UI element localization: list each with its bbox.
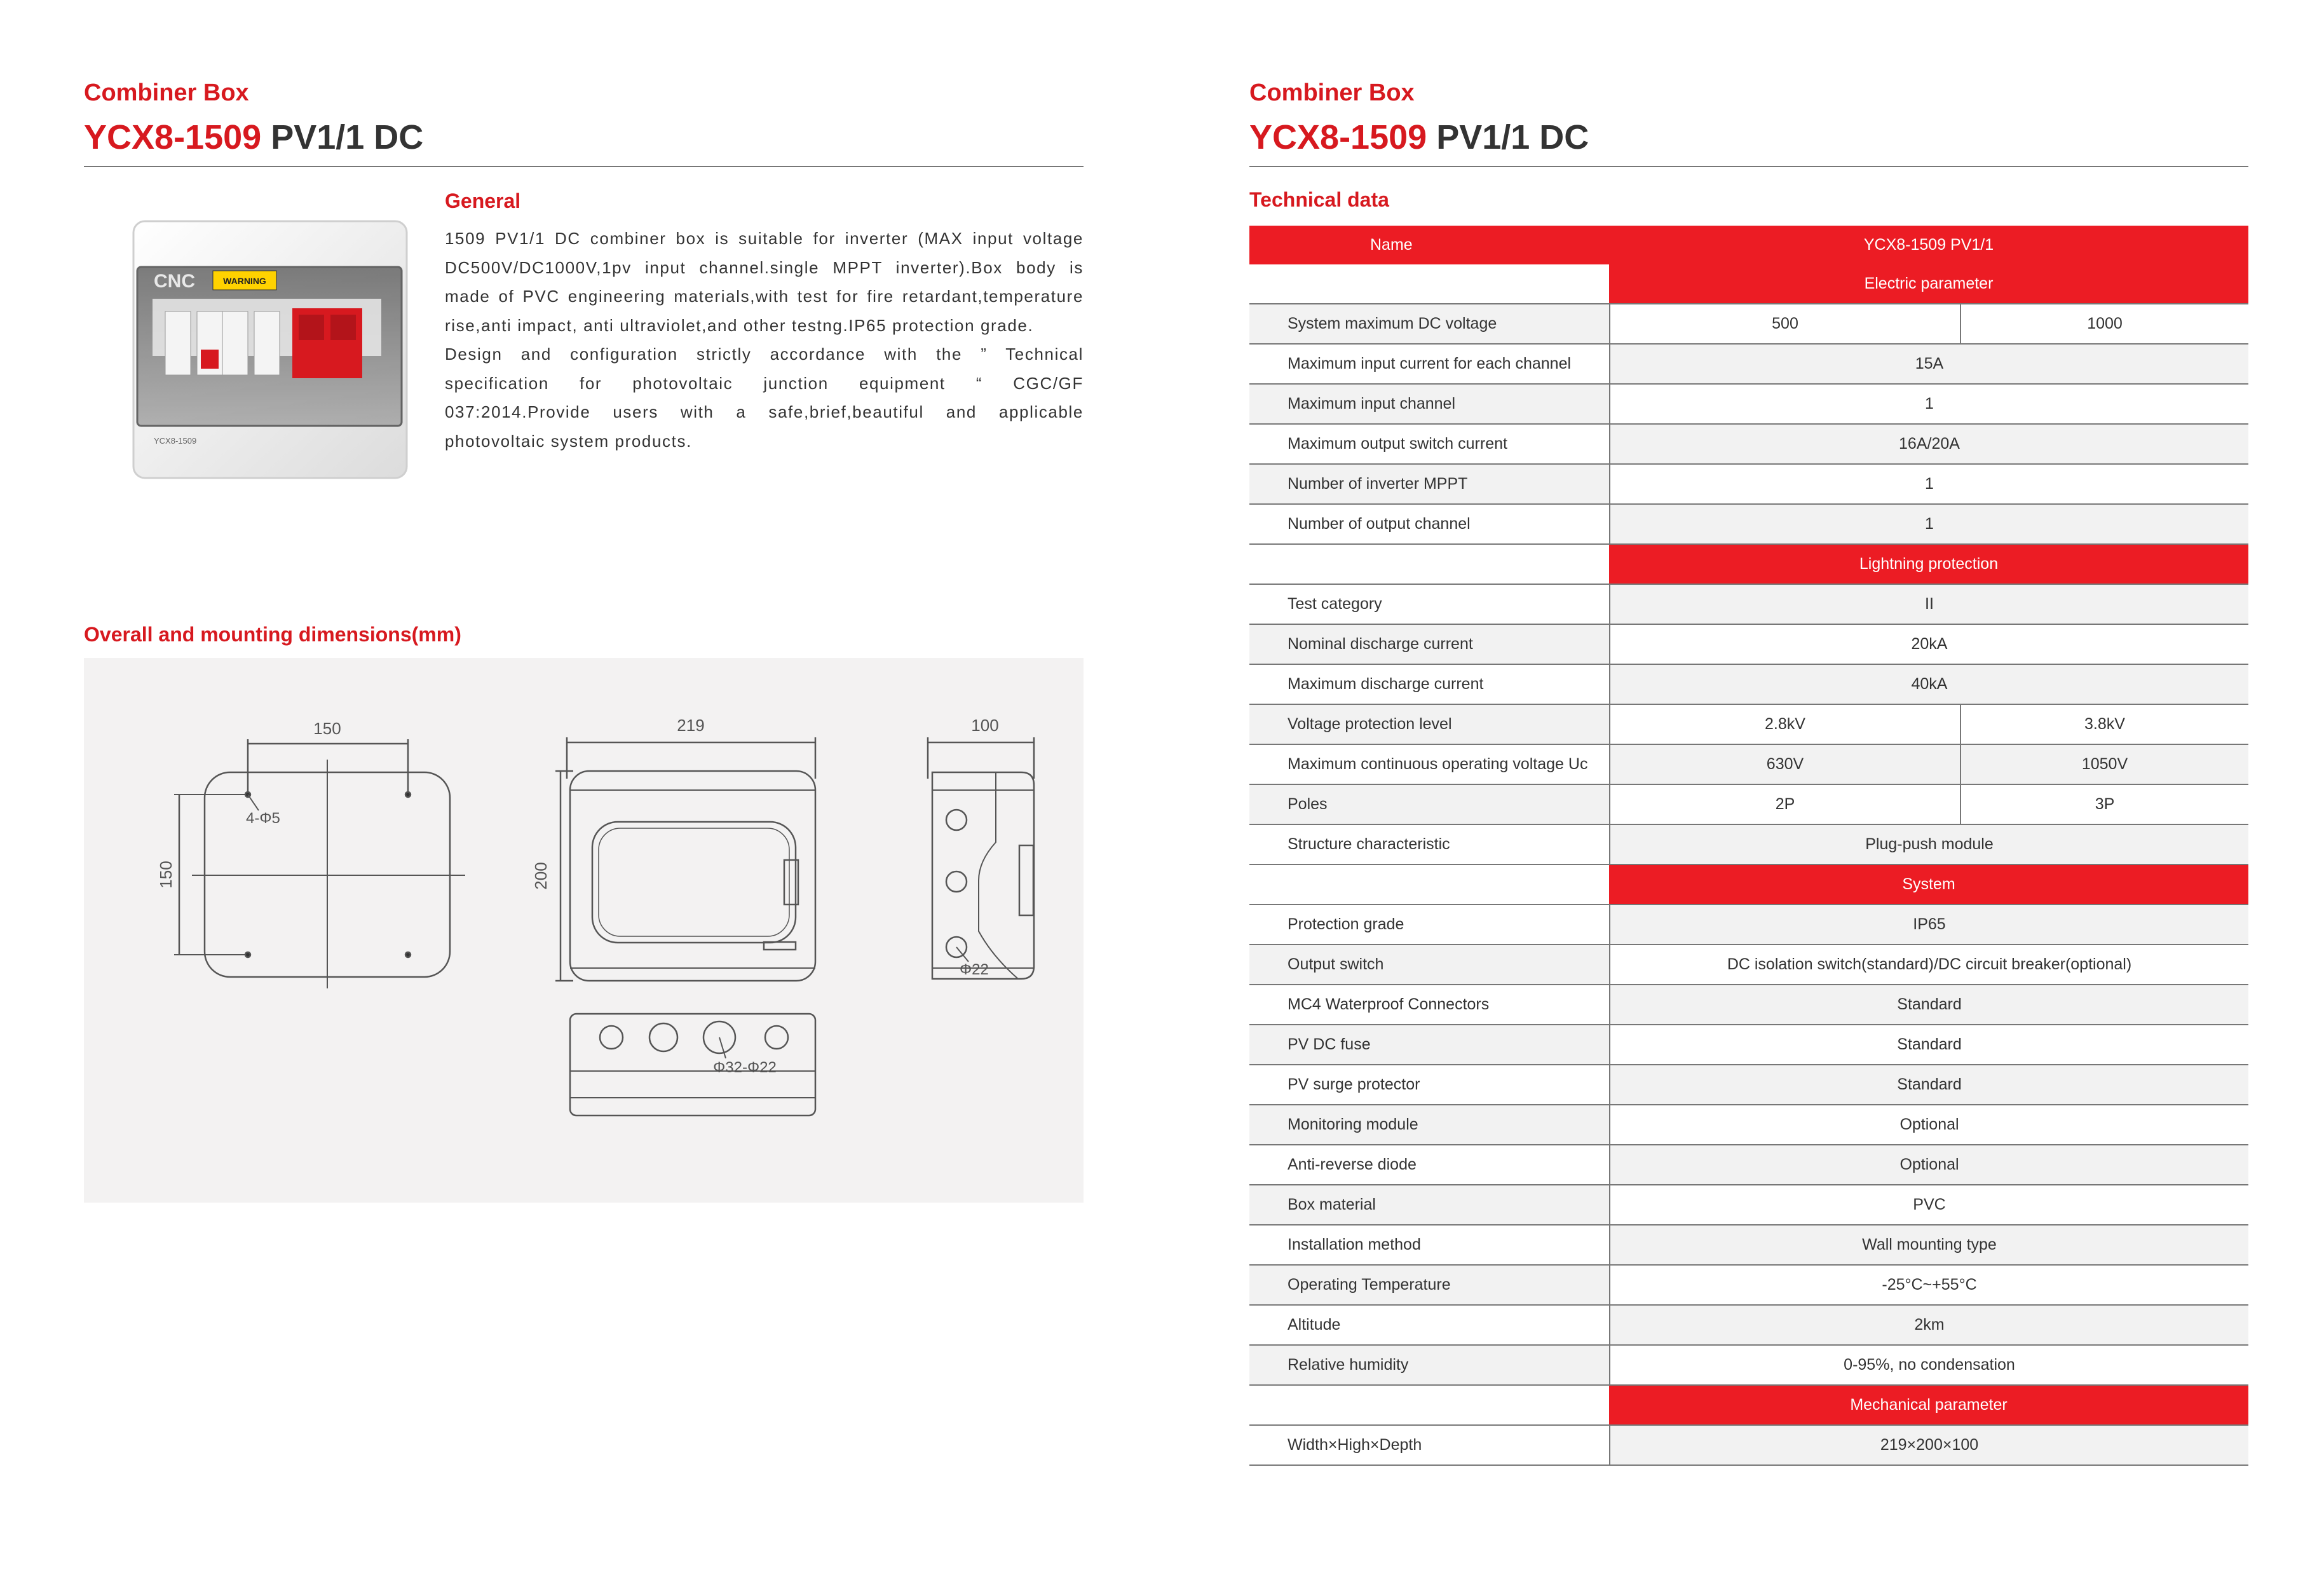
holes-label: 4-Φ5 bbox=[246, 810, 280, 827]
bottom-holes-label: Φ32-Φ22 bbox=[713, 1059, 777, 1076]
param-name: Operating Temperature bbox=[1249, 1266, 1609, 1304]
param-value: II bbox=[1609, 585, 2248, 624]
param-name: Box material bbox=[1249, 1185, 1609, 1224]
param-value: 1 bbox=[1609, 505, 2248, 543]
table-row bbox=[1249, 465, 2248, 505]
table-header-row bbox=[1249, 226, 2248, 264]
param-name: Anti-reverse diode bbox=[1249, 1145, 1609, 1184]
param-value: Standard bbox=[1609, 1025, 2248, 1064]
section-row-electric bbox=[1249, 264, 2248, 304]
model-suffix: PV1/1 DC bbox=[1436, 118, 1589, 156]
param-value: 630V bbox=[1609, 745, 1960, 784]
table-row bbox=[1249, 1266, 2248, 1306]
table-row bbox=[1249, 425, 2248, 465]
param-value: Optional bbox=[1609, 1145, 2248, 1184]
table-row bbox=[1249, 1065, 2248, 1105]
table-row bbox=[1249, 385, 2248, 425]
table-row bbox=[1249, 625, 2248, 665]
table-row bbox=[1249, 665, 2248, 705]
param-name: System maximum DC voltage bbox=[1249, 304, 1609, 343]
param-name: PV surge protector bbox=[1249, 1065, 1609, 1104]
bottom-view bbox=[570, 1014, 815, 1116]
param-name: MC4 Waterproof Connectors bbox=[1249, 985, 1609, 1024]
param-name: Altitude bbox=[1249, 1306, 1609, 1344]
product-image bbox=[127, 216, 413, 483]
table-row bbox=[1249, 945, 2248, 985]
section-row-system bbox=[1249, 865, 2248, 905]
table-row bbox=[1249, 1025, 2248, 1065]
param-value: 1 bbox=[1609, 385, 2248, 423]
box-width-label: 219 bbox=[677, 716, 705, 735]
param-value: Wall mounting type bbox=[1609, 1225, 2248, 1264]
header-model-cell: YCX8-1509 PV1/1 bbox=[1609, 226, 2248, 264]
section-title: Lightning protection bbox=[1609, 545, 2248, 584]
param-value: 219×200×100 bbox=[1609, 1426, 2248, 1464]
param-value: -25°C~+55°C bbox=[1609, 1266, 2248, 1304]
section-row-lightning bbox=[1249, 545, 2248, 585]
table-row bbox=[1249, 825, 2248, 865]
side-hole-label: Φ22 bbox=[960, 961, 989, 978]
param-name: Maximum discharge current bbox=[1249, 665, 1609, 704]
mounting-view bbox=[156, 719, 465, 988]
param-value: DC isolation switch(standard)/DC circuit breaker(optional) bbox=[1609, 945, 2248, 984]
param-value: 2km bbox=[1609, 1306, 2248, 1344]
table-row bbox=[1249, 1225, 2248, 1266]
table-row bbox=[1249, 705, 2248, 745]
param-value: 3.8kV bbox=[1960, 705, 2248, 744]
table-row bbox=[1249, 345, 2248, 385]
model-suffix: PV1/1 DC bbox=[271, 118, 424, 156]
model-code: YCX8-1509 bbox=[1249, 118, 1427, 156]
front-width-label: 150 bbox=[313, 719, 341, 738]
param-name: Nominal discharge current bbox=[1249, 625, 1609, 664]
param-value: Standard bbox=[1609, 1065, 2248, 1104]
param-value: 3P bbox=[1960, 785, 2248, 824]
general-paragraph-1: 1509 PV1/1 DC combiner box is suitable for inverter (MAX input voltage DC500V/DC1000V,1pv input channel.single MPPT inverter).Box body is made of PVC engineering materials,with test for fire retardant,temperature rise,anti impact, anti ultraviolet,and other testng.IP65 protection grade. bbox=[445, 229, 1084, 335]
table-row bbox=[1249, 1145, 2248, 1185]
param-value: 20kA bbox=[1609, 625, 2248, 664]
technical-data-table bbox=[1249, 226, 2248, 1466]
param-value: 0-95%, no condensation bbox=[1609, 1346, 2248, 1384]
param-value: PVC bbox=[1609, 1185, 2248, 1224]
param-name: Relative humidity bbox=[1249, 1346, 1609, 1384]
front-height-label: 150 bbox=[156, 861, 175, 889]
table-row bbox=[1249, 1185, 2248, 1225]
param-value: 1 bbox=[1609, 465, 2248, 503]
param-value: 500 bbox=[1609, 304, 1960, 343]
param-value: 16A/20A bbox=[1609, 425, 2248, 463]
table-row bbox=[1249, 1426, 2248, 1466]
section-row-mechanical bbox=[1249, 1386, 2248, 1426]
section-title: System bbox=[1609, 865, 2248, 904]
param-name: Voltage protection level bbox=[1249, 705, 1609, 744]
table-row bbox=[1249, 1346, 2248, 1386]
param-value: IP65 bbox=[1609, 905, 2248, 944]
param-name: Maximum output switch current bbox=[1249, 425, 1609, 463]
param-value: Plug-push module bbox=[1609, 825, 2248, 864]
header-name-cell: Name bbox=[1249, 226, 1609, 264]
param-value: 2P bbox=[1609, 785, 1960, 824]
dimension-drawing bbox=[84, 658, 1084, 1203]
title-divider bbox=[1249, 166, 2248, 167]
table-row bbox=[1249, 585, 2248, 625]
technical-data-heading: Technical data bbox=[1249, 188, 1389, 211]
table-row bbox=[1249, 1105, 2248, 1145]
param-name: Width×High×Depth bbox=[1249, 1426, 1609, 1464]
param-value: 1000 bbox=[1960, 304, 2248, 343]
general-paragraph-2: Design and configuration strictly accordance with the ” Technical specification for photovoltaic junction equipment “ CGC/GF 037:2014.Provide users with a safe,brief,beautiful and applicable photovoltaic system products. bbox=[445, 345, 1084, 451]
param-value: 15A bbox=[1609, 345, 2248, 383]
product-warning-label: WARNING bbox=[223, 276, 266, 286]
title-divider bbox=[84, 166, 1084, 167]
side-view bbox=[928, 716, 1034, 979]
table-row bbox=[1249, 745, 2248, 785]
table-row bbox=[1249, 785, 2248, 825]
param-value: 40kA bbox=[1609, 665, 2248, 704]
general-description bbox=[445, 224, 1084, 456]
param-name: Installation method bbox=[1249, 1225, 1609, 1264]
param-name: Maximum continuous operating voltage Uc bbox=[1249, 745, 1609, 784]
section-title: Mechanical parameter bbox=[1609, 1386, 2248, 1424]
model-title bbox=[84, 118, 423, 157]
param-name: Monitoring module bbox=[1249, 1105, 1609, 1144]
right-page bbox=[1162, 0, 2323, 1577]
category-heading: Combiner Box bbox=[1249, 79, 1415, 106]
param-name: Protection grade bbox=[1249, 905, 1609, 944]
param-name: Maximum input channel bbox=[1249, 385, 1609, 423]
side-depth-label: 100 bbox=[971, 716, 999, 735]
front-view bbox=[531, 716, 815, 981]
table-row bbox=[1249, 505, 2248, 545]
param-name: Number of inverter MPPT bbox=[1249, 465, 1609, 503]
model-code: YCX8-1509 bbox=[84, 118, 262, 156]
param-value: Standard bbox=[1609, 985, 2248, 1024]
param-name: Structure characteristic bbox=[1249, 825, 1609, 864]
param-name: Test category bbox=[1249, 585, 1609, 624]
model-title bbox=[1249, 118, 1589, 157]
section-title: Electric parameter bbox=[1609, 264, 2248, 303]
param-value: Optional bbox=[1609, 1105, 2248, 1144]
general-heading: General bbox=[445, 189, 521, 212]
table-row bbox=[1249, 1306, 2248, 1346]
param-name: Maximum input current for each channel bbox=[1249, 345, 1609, 383]
param-value: 1050V bbox=[1960, 745, 2248, 784]
table-row bbox=[1249, 304, 2248, 345]
param-name: Output switch bbox=[1249, 945, 1609, 984]
param-name: PV DC fuse bbox=[1249, 1025, 1609, 1064]
dimensions-heading: Overall and mounting dimensions(mm) bbox=[84, 623, 461, 646]
param-name: Poles bbox=[1249, 785, 1609, 824]
param-name: Number of output channel bbox=[1249, 505, 1609, 543]
param-value: 2.8kV bbox=[1609, 705, 1960, 744]
table-row bbox=[1249, 985, 2248, 1025]
product-model-label: YCX8-1509 bbox=[154, 436, 197, 446]
category-heading: Combiner Box bbox=[84, 79, 249, 106]
box-height-label: 200 bbox=[531, 862, 550, 890]
product-brand-logo: CNC bbox=[154, 271, 195, 292]
table-row bbox=[1249, 905, 2248, 945]
